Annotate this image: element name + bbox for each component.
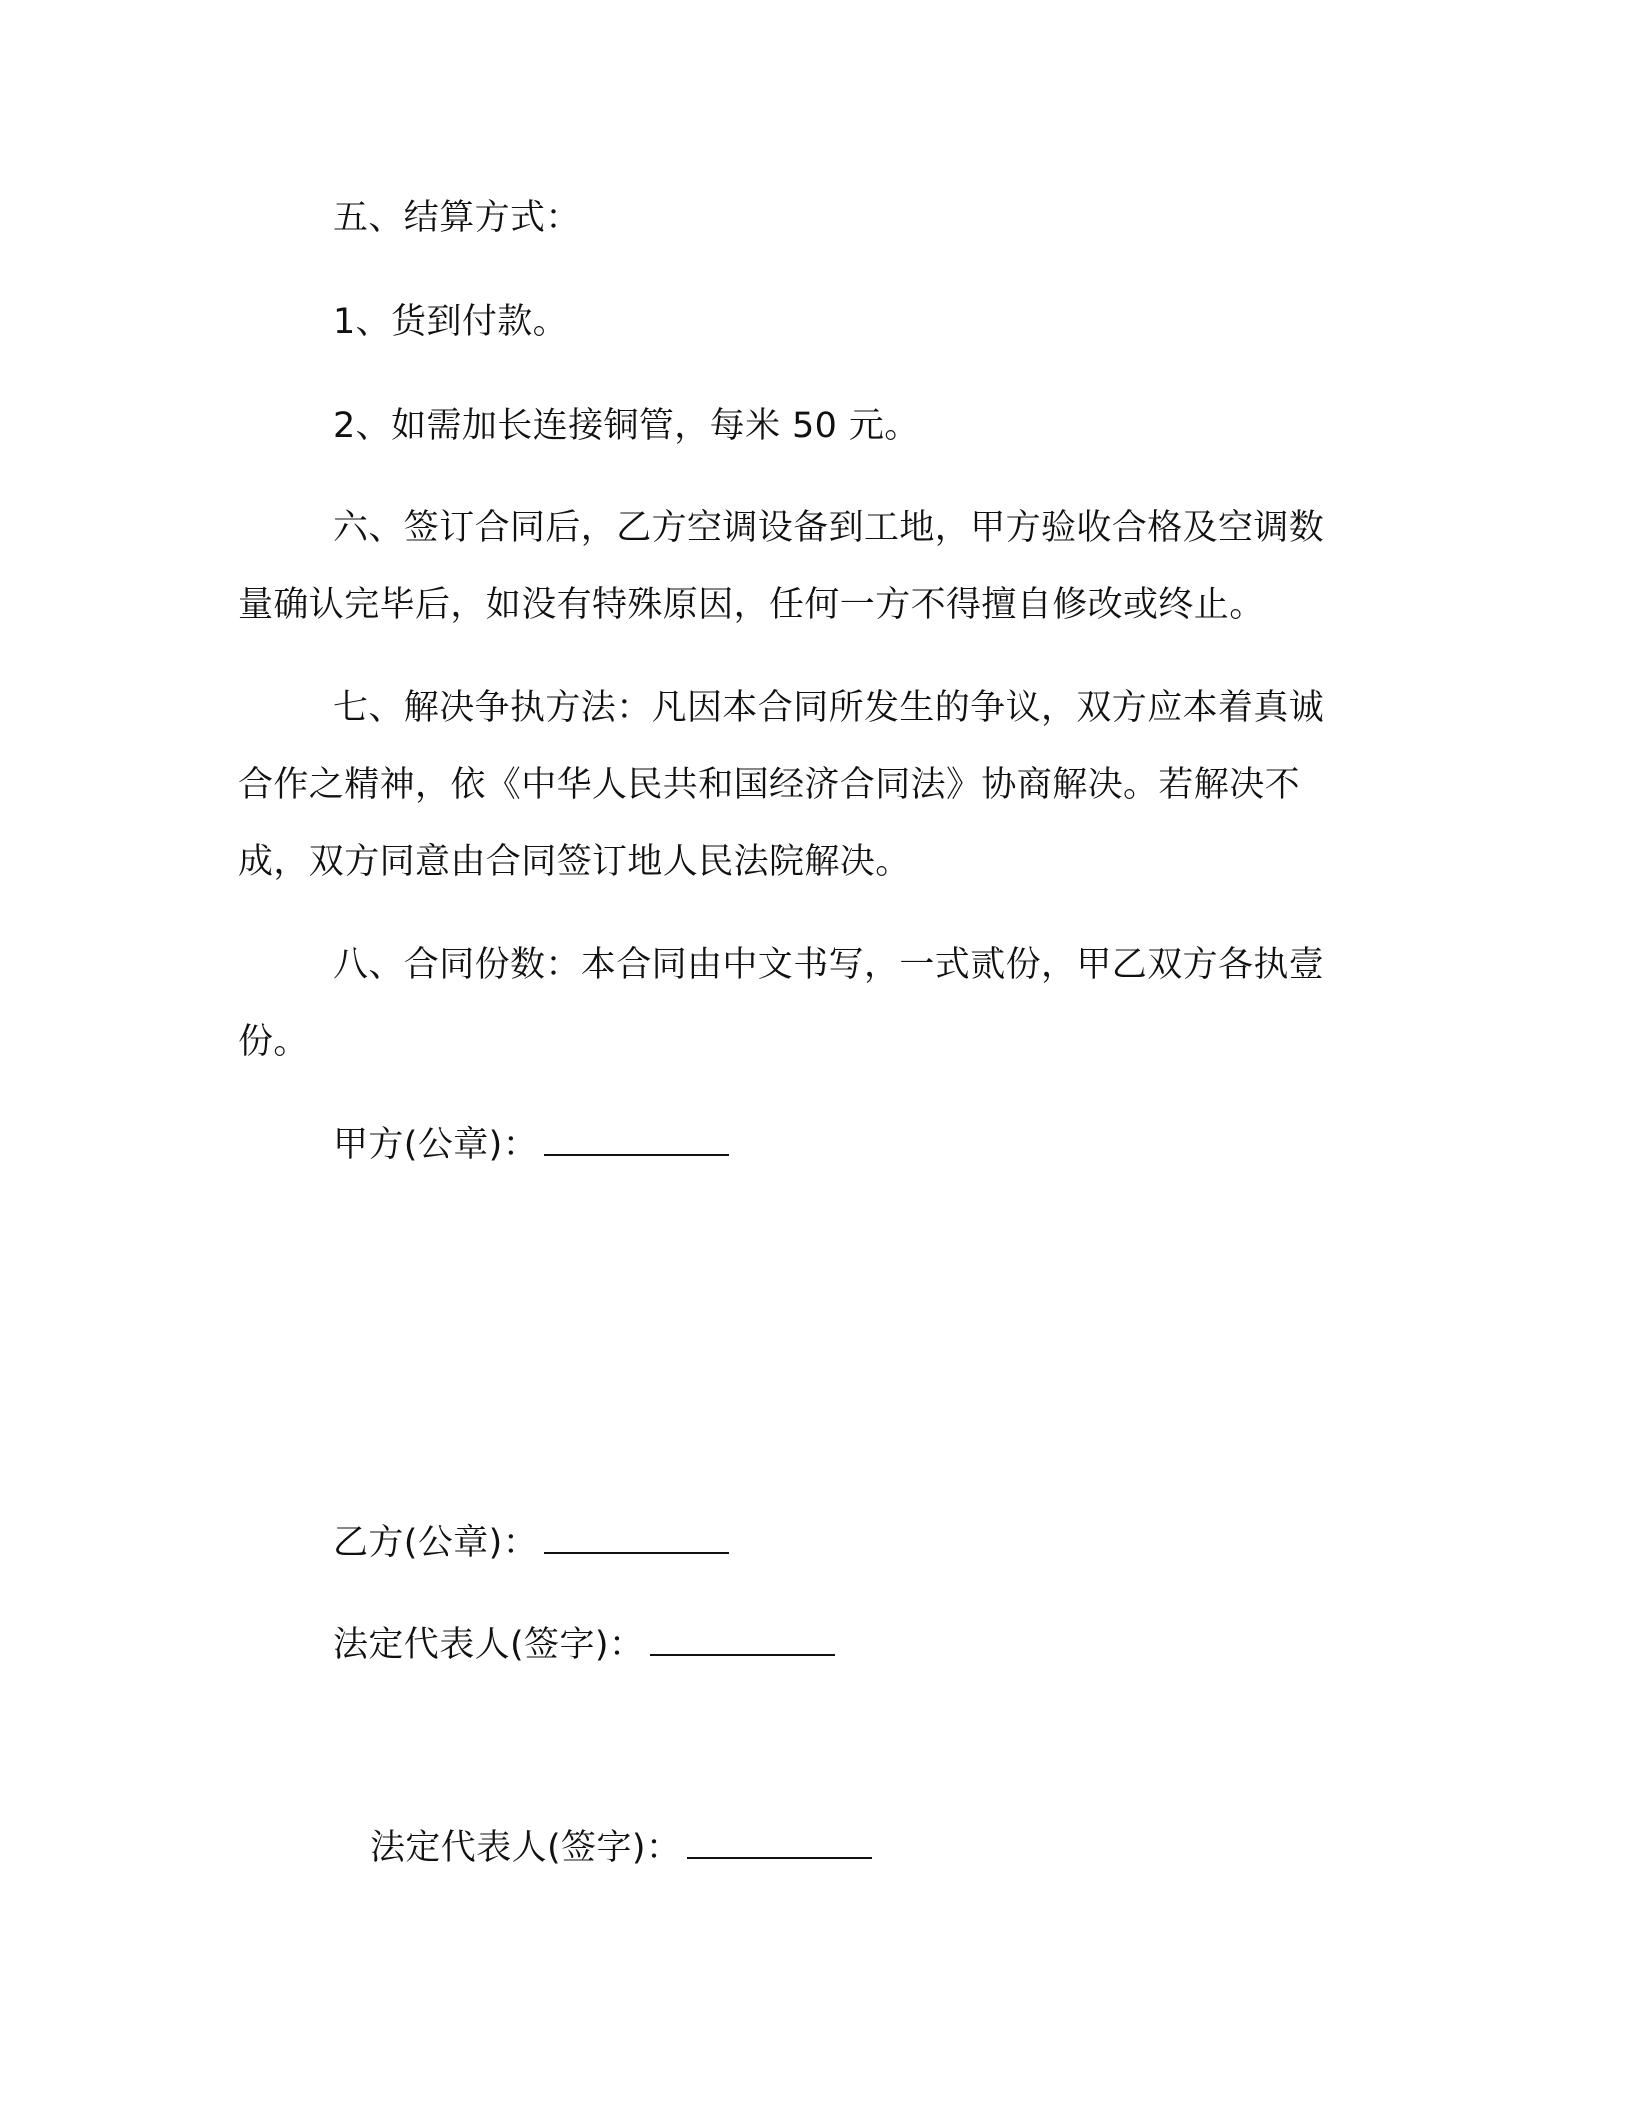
legal-rep-signature-1 [333,1624,835,1665]
section-six-line-2: 量确认完毕后，如没有特殊原因，任何一方不得擅自修改或终止。 [238,585,1265,625]
section-seven-line-2: 合作之精神，依《中华人民共和国经济合同法》协商解决。若解决不 [238,765,1301,805]
section-seven-line-3: 成，双方同意由合同签订地人民法院解决。 [238,842,911,882]
party-a-label: 甲方(公章)： [333,1125,539,1165]
section-eight-line-1: 八、合同份数：本合同由中文书写，一式贰份，甲乙双方各执壹 [333,945,1325,985]
legal-rep-label-2: 法定代表人(签字)： [370,1828,682,1868]
party-b-signature [333,1522,729,1563]
section-five-heading: 五、结算方式： [333,198,581,238]
legal-rep-blank-2[interactable] [687,1827,872,1859]
section-seven-line-1: 七、解决争执方法：凡因本合同所发生的争议，双方应本着真诚 [333,688,1325,728]
party-b-label: 乙方(公章)： [333,1523,539,1563]
section-eight-line-2: 份。 [238,1022,309,1062]
section-six-line-1: 六、签订合同后，乙方空调设备到工地，甲方验收合格及空调数 [333,508,1325,548]
legal-rep-signature-2 [370,1827,872,1868]
section-five-item-1: 1、货到付款。 [333,302,569,342]
party-a-signature [333,1124,729,1165]
legal-rep-label-1: 法定代表人(签字)： [333,1625,645,1665]
party-b-blank[interactable] [544,1522,729,1554]
section-five-item-2: 2、如需加长连接铜管，每米 50 元。 [333,406,920,446]
party-a-blank[interactable] [544,1124,729,1156]
legal-rep-blank-1[interactable] [650,1624,835,1656]
